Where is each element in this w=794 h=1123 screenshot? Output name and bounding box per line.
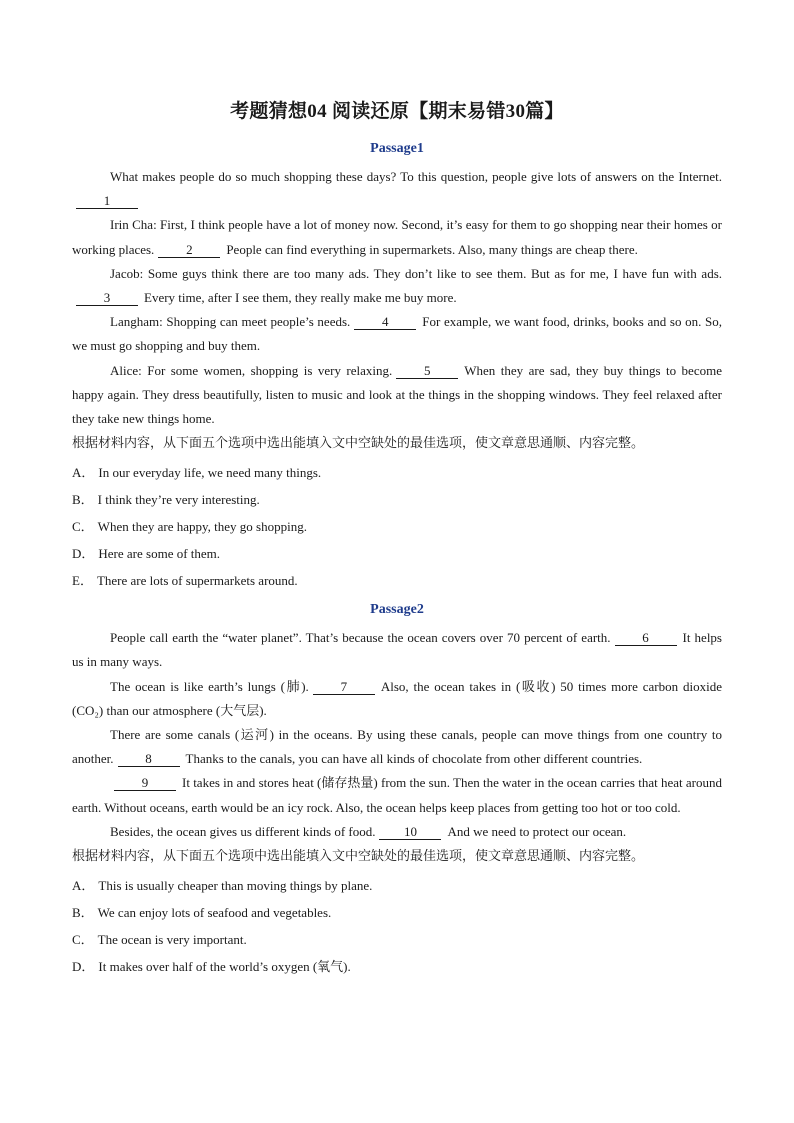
option-text: There are lots of supermarkets around. bbox=[96, 573, 298, 589]
answer-option bbox=[72, 899, 722, 926]
paragraph-text: What makes people do so much shopping these days? To this question, people give lots of answers on the Internet. bbox=[110, 169, 722, 184]
answer-option bbox=[72, 513, 722, 540]
option-text: Here are some of them. bbox=[98, 546, 221, 562]
paragraph-text: It takes in and stores heat (储存热量) from the sun. Then the water in the ocean carries that heat around earth. Without oceans, earth would be an icy rock. Also, the ocean helps keep places from getting too hot or too cold. bbox=[72, 775, 722, 815]
paragraph bbox=[72, 771, 722, 819]
answer-blank: 7 bbox=[313, 679, 375, 695]
option-text: When they are happy, they go shopping. bbox=[97, 519, 307, 535]
paragraph-text: It helps us in many ways. bbox=[72, 630, 722, 670]
paragraph bbox=[72, 359, 722, 432]
paragraph-text: When they are sad, they buy things to become happy again. They dress beautifully, listen to music and look at the things in the shopping windows. They feel relaxed after they take new things home. bbox=[72, 362, 722, 427]
paragraph-text: There are some canals (运河) in the oceans. By using these canals, people can move things from one country to another. bbox=[72, 727, 722, 767]
answer-blank: 2 bbox=[158, 242, 220, 258]
paragraph-text: Jacob: Some guys think there are too many ads. They don’t like to see them. But as for me, I have fun with ads. bbox=[110, 265, 722, 281]
option-text: This is usually cheaper than moving things by plane. bbox=[98, 878, 373, 894]
option-letter: A． bbox=[72, 465, 95, 481]
passage-2 bbox=[72, 602, 722, 980]
paragraph-text: Every time, after I see them, they really make me buy more. bbox=[144, 290, 457, 306]
answer-blank: 8 bbox=[118, 751, 180, 767]
paragraph-text: Langham: Shopping can meet people’s needs. bbox=[110, 314, 351, 330]
paragraph bbox=[72, 626, 722, 674]
answer-option bbox=[72, 953, 722, 980]
paragraph-text: The ocean is like earth’s lungs (肺). bbox=[110, 678, 309, 694]
paragraph bbox=[72, 310, 722, 358]
option-text: In our everyday life, we need many things. bbox=[98, 465, 322, 481]
option-text: We can enjoy lots of seafood and vegetables. bbox=[97, 905, 332, 921]
document-title: 考题猜想04 阅读还原【期末易错30篇】 bbox=[230, 101, 564, 122]
answer-blank: 10 bbox=[379, 824, 441, 840]
answer-option bbox=[72, 459, 722, 486]
option-letter: B． bbox=[72, 492, 94, 508]
option-letter: B． bbox=[72, 905, 94, 921]
paragraph-text: Also, the ocean takes in (吸收) 50 times more carbon dioxide (CO₂) than our atmosphere (大气层). bbox=[72, 678, 722, 718]
option-letter: E． bbox=[72, 573, 93, 589]
paragraph-text: People can find everything in supermarkets. Also, many things are cheap there. bbox=[226, 241, 638, 257]
paragraph-text: And we need to protect our ocean. bbox=[447, 823, 627, 839]
passage-2-instruction: 根据材料内容，从下面五个选项中选出能填入文中空缺处的最佳选项，使文章意思通顺、内容完整。 bbox=[72, 848, 645, 864]
option-text: I think they’re very interesting. bbox=[97, 492, 260, 508]
answer-blank: 4 bbox=[354, 314, 416, 330]
paragraph-text: Besides, the ocean gives us different kinds of food. bbox=[110, 823, 376, 839]
paragraph bbox=[72, 820, 722, 844]
answer-blank: 9 bbox=[114, 775, 176, 791]
answer-option bbox=[72, 926, 722, 953]
option-text: The ocean is very important. bbox=[97, 932, 247, 948]
paragraph-text: People call earth the “water planet”. That’s because the ocean covers over 70 percent of earth. bbox=[110, 630, 611, 646]
passage-1 bbox=[72, 141, 722, 594]
answer-option bbox=[72, 540, 722, 567]
answer-blank: 3 bbox=[76, 290, 138, 306]
passage-2-body bbox=[72, 626, 722, 844]
option-letter: D． bbox=[72, 546, 95, 562]
option-letter: D． bbox=[72, 959, 95, 975]
paragraph-text: Alice: For some women, shopping is very relaxing. bbox=[110, 362, 393, 378]
passage-1-body bbox=[72, 165, 722, 431]
passage-2-heading: Passage2 bbox=[370, 602, 424, 618]
answer-blank: 1 bbox=[76, 193, 138, 209]
answer-option bbox=[72, 872, 722, 899]
answer-option bbox=[72, 567, 722, 594]
option-letter: A． bbox=[72, 878, 95, 894]
paragraph bbox=[72, 165, 722, 213]
paragraph-text: For example, we want food, drinks, books and so on. So, we must go shopping and buy them. bbox=[72, 314, 722, 354]
paragraph bbox=[72, 213, 722, 261]
passage-1-instruction: 根据材料内容，从下面五个选项中选出能填入文中空缺处的最佳选项，使文章意思通顺、内容完整。 bbox=[72, 435, 645, 451]
paragraph-text: Irin Cha: First, I think people have a lot of money now. Second, it’s easy for them to go shopping near their homes or working places. bbox=[72, 217, 722, 257]
paragraph bbox=[72, 262, 722, 310]
option-text: It makes over half of the world’s oxygen (氧气). bbox=[98, 959, 351, 975]
paragraph-text: Thanks to the canals, you can have all kinds of chocolate from other different countries. bbox=[185, 751, 643, 767]
document-page bbox=[72, 96, 722, 988]
answer-option bbox=[72, 486, 722, 513]
option-letter: C． bbox=[72, 932, 94, 948]
passage-2-options bbox=[72, 872, 722, 980]
answer-blank: 5 bbox=[396, 363, 458, 379]
passage-1-heading: Passage1 bbox=[370, 141, 424, 156]
passage-1-options bbox=[72, 459, 722, 594]
paragraph bbox=[72, 723, 722, 771]
option-letter: C． bbox=[72, 519, 94, 535]
answer-blank: 6 bbox=[615, 630, 677, 646]
paragraph bbox=[72, 675, 722, 723]
